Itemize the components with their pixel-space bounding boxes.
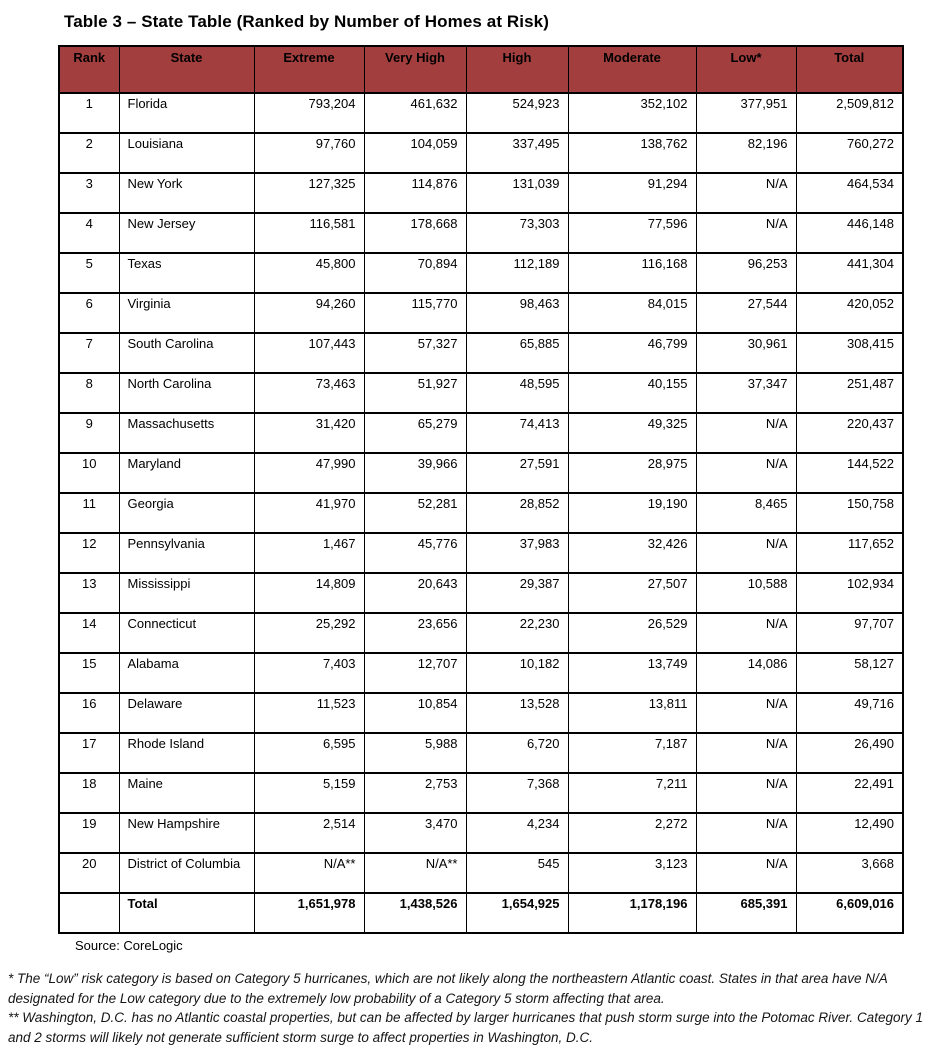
table-cell: 131,039 xyxy=(466,173,568,213)
footnotes xyxy=(8,969,938,1047)
header-row xyxy=(59,46,903,93)
table-cell: 20,643 xyxy=(364,573,466,613)
table-cell: 97,707 xyxy=(796,613,903,653)
table-cell: 116,581 xyxy=(254,213,364,253)
table-cell: N/A xyxy=(696,813,796,853)
table-cell: 545 xyxy=(466,853,568,893)
table-cell: 12,490 xyxy=(796,813,903,853)
table-cell: 446,148 xyxy=(796,213,903,253)
table-row xyxy=(59,413,903,453)
table-cell: 28,975 xyxy=(568,453,696,493)
table-cell: 14,809 xyxy=(254,573,364,613)
table-row xyxy=(59,693,903,733)
table-cell: 32,426 xyxy=(568,533,696,573)
table-cell: 91,294 xyxy=(568,173,696,213)
table-cell: 251,487 xyxy=(796,373,903,413)
table-cell: 82,196 xyxy=(696,133,796,173)
table-cell: 4,234 xyxy=(466,813,568,853)
table-cell: 16 xyxy=(59,693,119,733)
table-cell: 12,707 xyxy=(364,653,466,693)
table-cell: 10 xyxy=(59,453,119,493)
column-header: State xyxy=(119,46,254,93)
table-cell: 96,253 xyxy=(696,253,796,293)
table-cell: 47,990 xyxy=(254,453,364,493)
column-header: Very High xyxy=(364,46,466,93)
table-cell: 12 xyxy=(59,533,119,573)
table-row xyxy=(59,373,903,413)
table-cell: 352,102 xyxy=(568,93,696,133)
table-cell: 5,988 xyxy=(364,733,466,773)
table-cell: 178,668 xyxy=(364,213,466,253)
table-cell: 104,059 xyxy=(364,133,466,173)
table-cell: 6,595 xyxy=(254,733,364,773)
table-cell: Pennsylvania xyxy=(119,533,254,573)
table-cell: Massachusetts xyxy=(119,413,254,453)
table-cell: 7,403 xyxy=(254,653,364,693)
table-cell: District of Columbia xyxy=(119,853,254,893)
table-row xyxy=(59,613,903,653)
table-row xyxy=(59,493,903,533)
table-cell: 6 xyxy=(59,293,119,333)
table-cell: 2 xyxy=(59,133,119,173)
total-cell: 685,391 xyxy=(696,893,796,933)
table-cell: 40,155 xyxy=(568,373,696,413)
table-cell: 20 xyxy=(59,853,119,893)
table-cell: 45,776 xyxy=(364,533,466,573)
table-cell: 46,799 xyxy=(568,333,696,373)
table-cell: 22,491 xyxy=(796,773,903,813)
table-cell: 98,463 xyxy=(466,293,568,333)
table-cell: 10,182 xyxy=(466,653,568,693)
table-cell: 30,961 xyxy=(696,333,796,373)
table-cell: New York xyxy=(119,173,254,213)
table-cell: 308,415 xyxy=(796,333,903,373)
table-cell: 25,292 xyxy=(254,613,364,653)
table-cell: 3,123 xyxy=(568,853,696,893)
table-cell: 13 xyxy=(59,573,119,613)
table-cell: 26,490 xyxy=(796,733,903,773)
source-note: Source: CoreLogic xyxy=(75,938,183,953)
table-cell: 13,749 xyxy=(568,653,696,693)
table-cell: 102,934 xyxy=(796,573,903,613)
table-cell: 114,876 xyxy=(364,173,466,213)
page-title: Table 3 – State Table (Ranked by Number of Homes at Risk) xyxy=(64,12,549,31)
table-cell: N/A** xyxy=(364,853,466,893)
column-header: Rank xyxy=(59,46,119,93)
table-cell: N/A xyxy=(696,733,796,773)
table-row xyxy=(59,173,903,213)
total-cell: 1,654,925 xyxy=(466,893,568,933)
table-cell: 9 xyxy=(59,413,119,453)
table-cell: 19 xyxy=(59,813,119,853)
table-cell: 116,168 xyxy=(568,253,696,293)
table-cell: 2,272 xyxy=(568,813,696,853)
table-cell: 524,923 xyxy=(466,93,568,133)
table-cell: 3,668 xyxy=(796,853,903,893)
table-cell: Virginia xyxy=(119,293,254,333)
table-cell: 115,770 xyxy=(364,293,466,333)
table-cell: 26,529 xyxy=(568,613,696,653)
table-cell: 5,159 xyxy=(254,773,364,813)
table-cell: 8,465 xyxy=(696,493,796,533)
table-row xyxy=(59,93,903,133)
table-cell: 74,413 xyxy=(466,413,568,453)
table-cell: 112,189 xyxy=(466,253,568,293)
table-cell: Delaware xyxy=(119,693,254,733)
table-row xyxy=(59,853,903,893)
table-cell: 14,086 xyxy=(696,653,796,693)
table-cell: 11 xyxy=(59,493,119,533)
total-cell: Total xyxy=(119,893,254,933)
table-cell: 57,327 xyxy=(364,333,466,373)
table-cell: 7,187 xyxy=(568,733,696,773)
table-cell: 70,894 xyxy=(364,253,466,293)
table-cell: 377,951 xyxy=(696,93,796,133)
table-cell: 39,966 xyxy=(364,453,466,493)
table-cell: N/A xyxy=(696,853,796,893)
table-cell: 117,652 xyxy=(796,533,903,573)
table-cell: N/A** xyxy=(254,853,364,893)
table-cell: New Jersey xyxy=(119,213,254,253)
table-cell: South Carolina xyxy=(119,333,254,373)
total-row xyxy=(59,893,903,933)
table-cell: 84,015 xyxy=(568,293,696,333)
table-cell: 4 xyxy=(59,213,119,253)
table-cell: 14 xyxy=(59,613,119,653)
table-cell: 27,544 xyxy=(696,293,796,333)
table-cell: 2,514 xyxy=(254,813,364,853)
table-cell: Texas xyxy=(119,253,254,293)
table-cell: 97,760 xyxy=(254,133,364,173)
table-cell: 37,347 xyxy=(696,373,796,413)
table-cell: 94,260 xyxy=(254,293,364,333)
total-cell: 1,438,526 xyxy=(364,893,466,933)
state-table xyxy=(58,45,904,934)
table-row xyxy=(59,213,903,253)
table-cell: Alabama xyxy=(119,653,254,693)
table-cell: 77,596 xyxy=(568,213,696,253)
table-cell: 27,591 xyxy=(466,453,568,493)
table-cell: 22,230 xyxy=(466,613,568,653)
page xyxy=(0,12,940,1047)
table-cell: Louisiana xyxy=(119,133,254,173)
table-cell: 48,595 xyxy=(466,373,568,413)
table-cell: 49,716 xyxy=(796,693,903,733)
table-cell: N/A xyxy=(696,413,796,453)
table-cell: 49,325 xyxy=(568,413,696,453)
table-row xyxy=(59,813,903,853)
table-cell: 337,495 xyxy=(466,133,568,173)
table-row xyxy=(59,773,903,813)
table-cell: 150,758 xyxy=(796,493,903,533)
table-cell: 65,885 xyxy=(466,333,568,373)
table-cell: N/A xyxy=(696,533,796,573)
table-cell: 760,272 xyxy=(796,133,903,173)
footnote-low-category: * The “Low” risk category is based on Category 5 hurricanes, which are not likely along the northeastern Atlantic coast. States in that area have N/A designated for the Low category due to the extremely low probability of a Category 5 storm affecting that area. xyxy=(8,971,888,1006)
table-cell: 10,854 xyxy=(364,693,466,733)
table-cell: 7,211 xyxy=(568,773,696,813)
table-cell: 73,303 xyxy=(466,213,568,253)
table-cell: 2,753 xyxy=(364,773,466,813)
column-header: Low* xyxy=(696,46,796,93)
table-cell: 144,522 xyxy=(796,453,903,493)
table-cell: 17 xyxy=(59,733,119,773)
table-cell: 127,325 xyxy=(254,173,364,213)
table-cell: 420,052 xyxy=(796,293,903,333)
table-cell: N/A xyxy=(696,173,796,213)
table-cell: 73,463 xyxy=(254,373,364,413)
table-cell: 5 xyxy=(59,253,119,293)
table-cell: 3,470 xyxy=(364,813,466,853)
table-cell: 18 xyxy=(59,773,119,813)
table-cell: 51,927 xyxy=(364,373,466,413)
table-cell: North Carolina xyxy=(119,373,254,413)
table-cell: N/A xyxy=(696,613,796,653)
table-cell: 2,509,812 xyxy=(796,93,903,133)
table-row xyxy=(59,333,903,373)
table-cell: 28,852 xyxy=(466,493,568,533)
table-cell: 13,811 xyxy=(568,693,696,733)
table-cell: 10,588 xyxy=(696,573,796,613)
table-row xyxy=(59,453,903,493)
table-cell: N/A xyxy=(696,773,796,813)
table-cell: 11,523 xyxy=(254,693,364,733)
table-cell: 65,279 xyxy=(364,413,466,453)
table-cell: 31,420 xyxy=(254,413,364,453)
total-cell: 1,178,196 xyxy=(568,893,696,933)
column-header: Moderate xyxy=(568,46,696,93)
table-cell: 138,762 xyxy=(568,133,696,173)
table-row xyxy=(59,733,903,773)
table-cell: 6,720 xyxy=(466,733,568,773)
table-row xyxy=(59,653,903,693)
table-cell: 793,204 xyxy=(254,93,364,133)
table-cell: 8 xyxy=(59,373,119,413)
table-header xyxy=(59,46,903,93)
table-cell: 41,970 xyxy=(254,493,364,533)
table-cell: N/A xyxy=(696,213,796,253)
table-cell: 1 xyxy=(59,93,119,133)
table-cell: 13,528 xyxy=(466,693,568,733)
table-cell: 107,443 xyxy=(254,333,364,373)
table-cell: Maine xyxy=(119,773,254,813)
table-cell: 37,983 xyxy=(466,533,568,573)
table-cell: 27,507 xyxy=(568,573,696,613)
table-row xyxy=(59,533,903,573)
table-cell: 461,632 xyxy=(364,93,466,133)
table-cell: Connecticut xyxy=(119,613,254,653)
total-cell xyxy=(59,893,119,933)
table-row xyxy=(59,253,903,293)
table-cell: Georgia xyxy=(119,493,254,533)
table-cell: 52,281 xyxy=(364,493,466,533)
table-cell: 441,304 xyxy=(796,253,903,293)
table-cell: New Hampshire xyxy=(119,813,254,853)
total-cell: 6,609,016 xyxy=(796,893,903,933)
table-cell: 23,656 xyxy=(364,613,466,653)
table-cell: 29,387 xyxy=(466,573,568,613)
table-cell: 15 xyxy=(59,653,119,693)
table-cell: 3 xyxy=(59,173,119,213)
table-cell: N/A xyxy=(696,693,796,733)
table-row xyxy=(59,133,903,173)
table-cell: 7 xyxy=(59,333,119,373)
table-footer xyxy=(59,893,903,933)
footnote-washington-dc: ** Washington, D.C. has no Atlantic coastal properties, but can be affected by larger hurricanes that push storm surge into the Potomac River. Category 1 and 2 storms will likely not generate sufficient storm surge to affect properties in Washington, D.C. xyxy=(8,1010,923,1045)
table-row xyxy=(59,573,903,613)
table-cell: 19,190 xyxy=(568,493,696,533)
column-header: Total xyxy=(796,46,903,93)
table-body xyxy=(59,93,903,893)
table-row xyxy=(59,293,903,333)
column-header: High xyxy=(466,46,568,93)
column-header: Extreme xyxy=(254,46,364,93)
table-cell: Rhode Island xyxy=(119,733,254,773)
table-cell: N/A xyxy=(696,453,796,493)
total-cell: 1,651,978 xyxy=(254,893,364,933)
table-cell: 45,800 xyxy=(254,253,364,293)
table-cell: Maryland xyxy=(119,453,254,493)
table-cell: Mississippi xyxy=(119,573,254,613)
table-cell: 220,437 xyxy=(796,413,903,453)
table-cell: Florida xyxy=(119,93,254,133)
table-cell: 7,368 xyxy=(466,773,568,813)
table-cell: 1,467 xyxy=(254,533,364,573)
table-cell: 58,127 xyxy=(796,653,903,693)
table-cell: 464,534 xyxy=(796,173,903,213)
